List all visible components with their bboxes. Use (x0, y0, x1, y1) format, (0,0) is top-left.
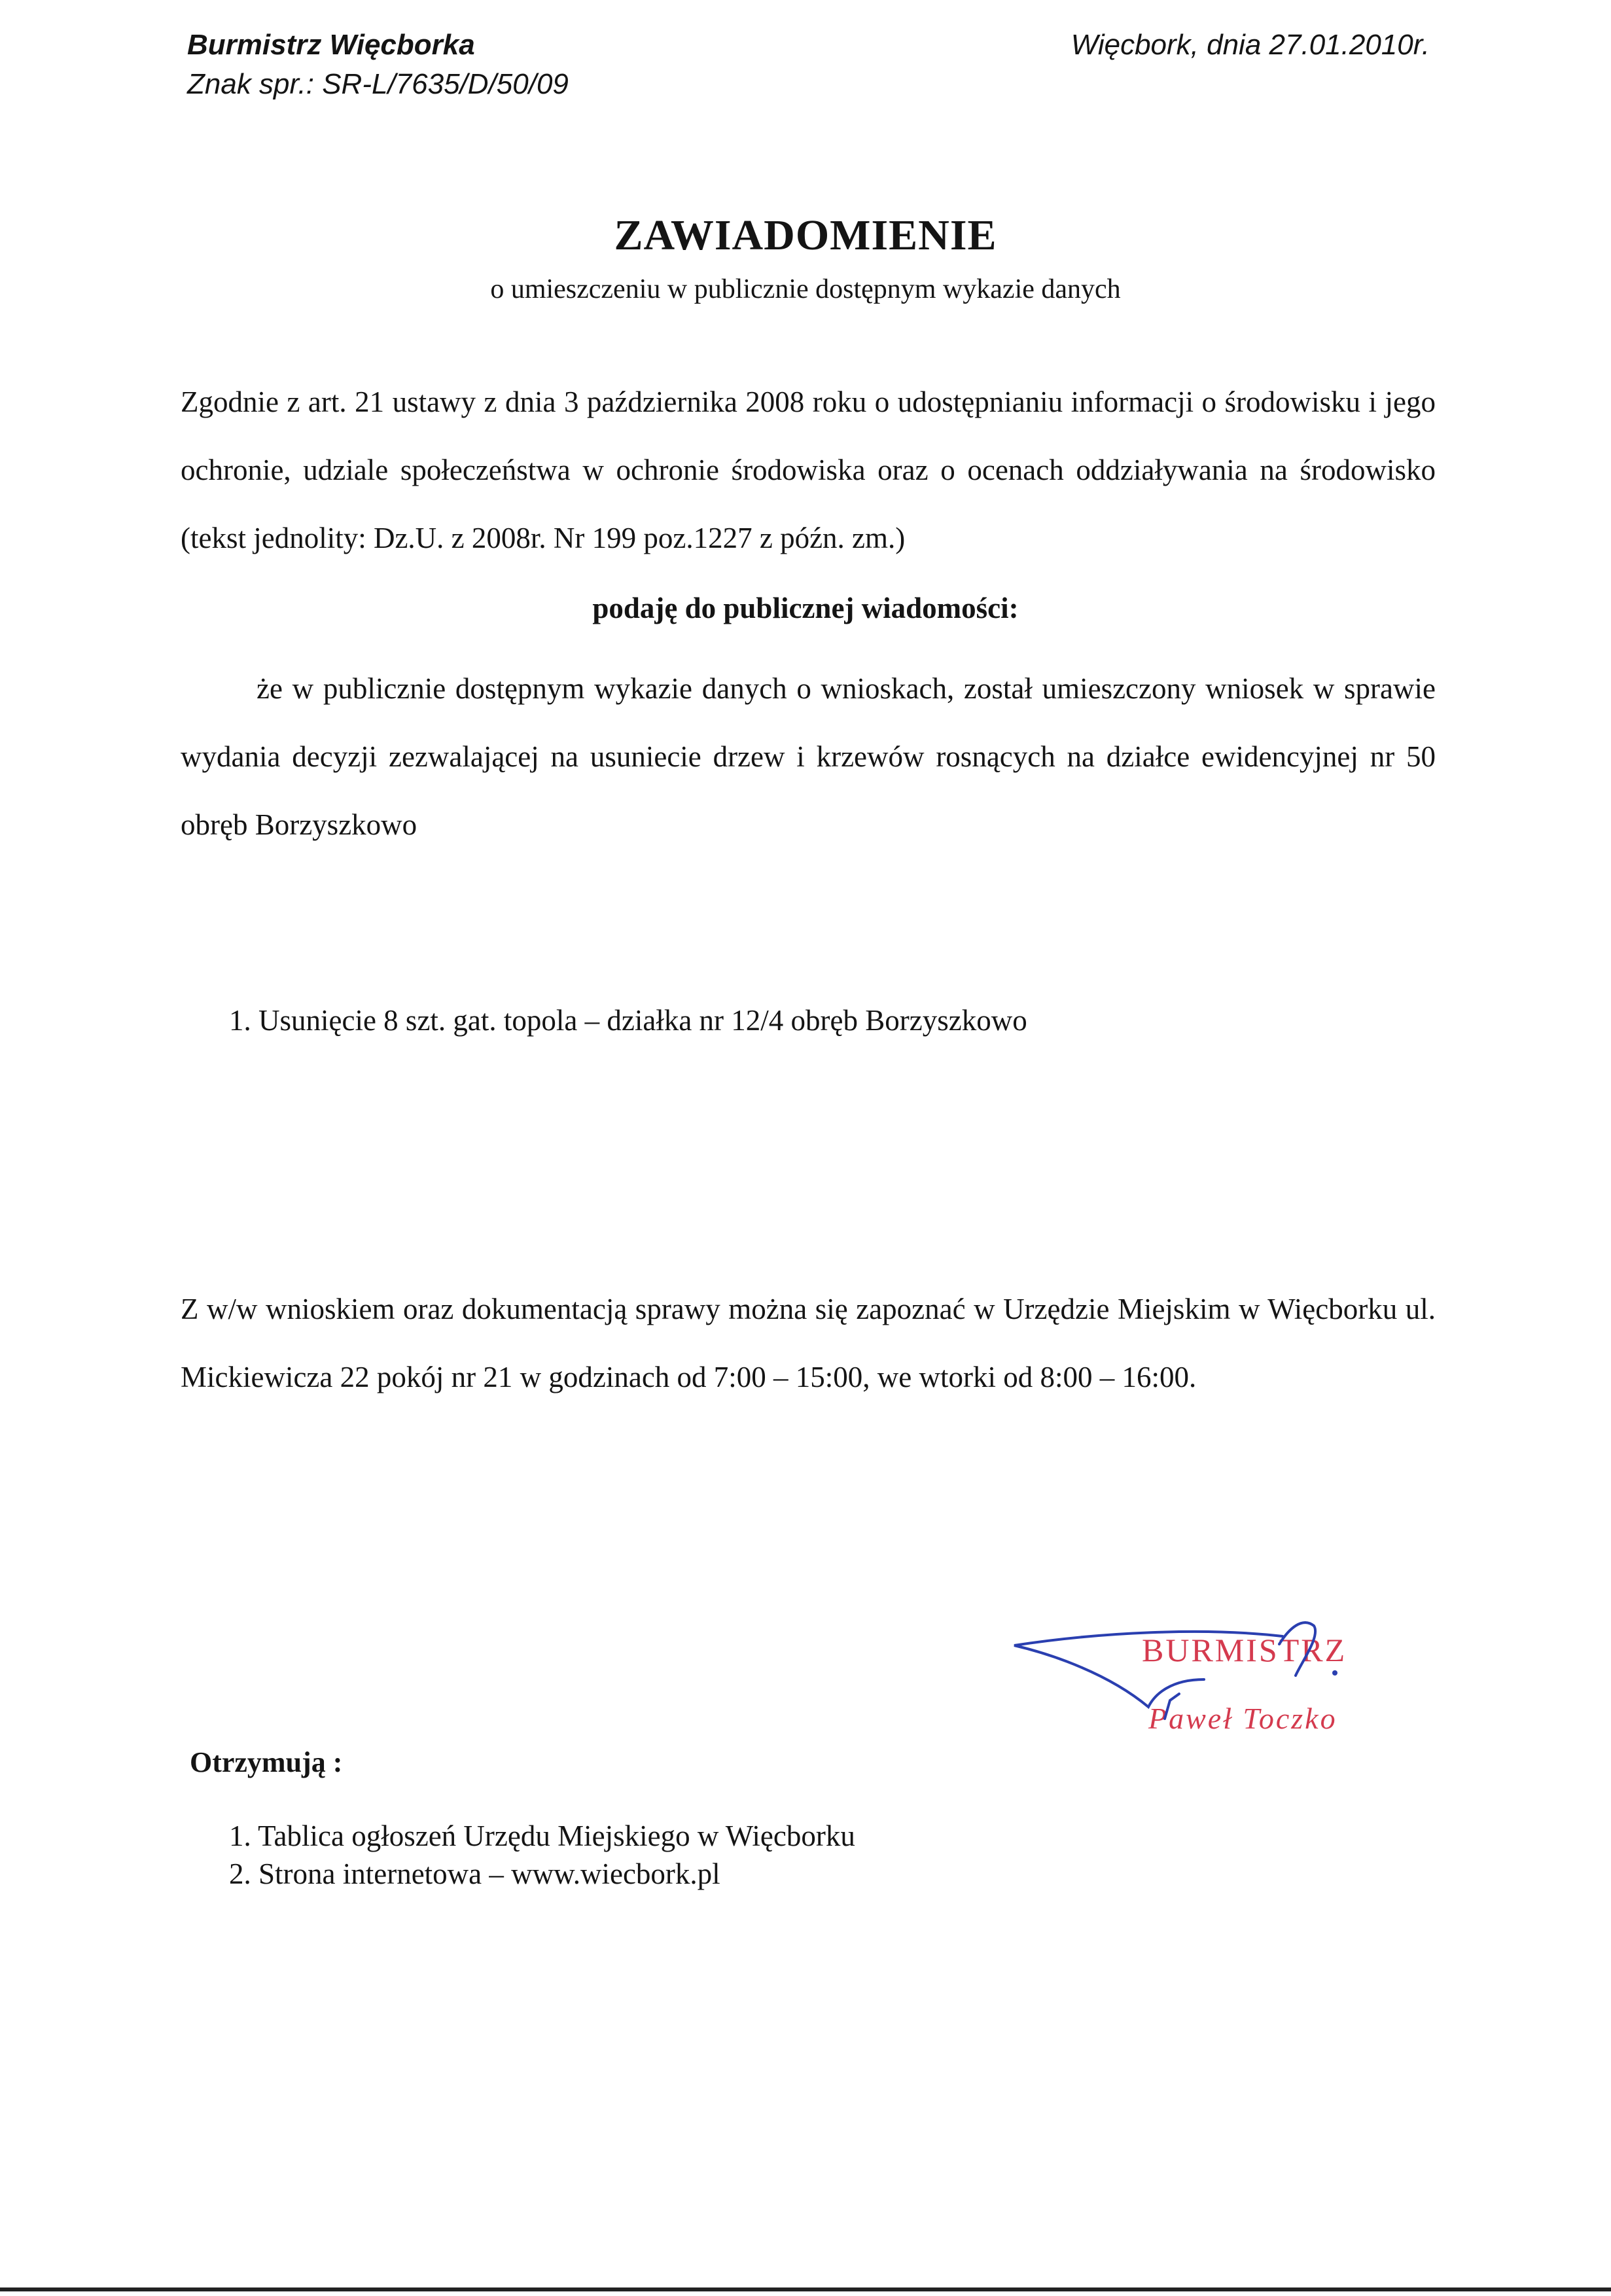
document-subtitle: o umieszczeniu w publicznie dostępnym wykazie danych (490, 274, 1121, 304)
application-paragraph: że w publicznie dostępnym wykazie danych o wnioskach, został umieszczony wniosek w sprawie wydania decyzji zezwalającej na usuniecie drzew i krzewów rosnących na działce ewidencyjnej nr 50 obręb Borzyszkowo (181, 672, 1436, 841)
request-list (229, 1003, 1027, 1037)
mayor-stamp-signature (1008, 1602, 1453, 1746)
legal-basis-paragraph: Zgodnie z art. 21 ustawy z dnia 3 października 2008 roku o udostępnianiu informacji o środowisku i jego ochronie, udziale społeczeństwa w ochronie środowiska oraz o ocenach oddziaływania na środowisko (tekst jednolity: Dz.U. z 2008r. Nr 199 poz.1227 z późn. zm.) (181, 386, 1436, 554)
list-item: 1. Usunięcie 8 szt. gat. topola – działka nr 12/4 obręb Borzyszkowo (229, 1004, 1027, 1037)
stamp-title: BURMISTRZ (1142, 1632, 1347, 1668)
recipients-heading: Otrzymują : (190, 1746, 343, 1778)
document-title: ZAWIADOMIENIE (614, 211, 997, 259)
place-and-date: Więcbork, dnia 27.01.2010r. (1071, 29, 1430, 61)
inspection-info-paragraph: Z w/w wnioskiem oraz dokumentacją sprawy można się zapoznać w Urzędzie Miejskim w Więcborku ul. Mickiewicza 22 pokój nr 21 w godzinach od 7:00 – 15:00, we wtorki od 8:00 – 16:00. (181, 1293, 1436, 1393)
announcement-heading: podaję do publicznej wiadomości: (592, 592, 1019, 624)
stamp-name: Paweł Toczko (1148, 1702, 1337, 1735)
signature-dot (1332, 1670, 1337, 1676)
scan-edge-line (0, 2287, 1611, 2291)
list-item: 2. Strona internetowa – www.wiecbork.pl (229, 1857, 720, 1890)
list-item: 1. Tablica ogłoszeń Urzędu Miejskiego w Więcborku (229, 1820, 855, 1852)
recipients-list (229, 1817, 855, 1893)
reference-number: Znak spr.: SR-L/7635/D/50/09 (187, 68, 569, 100)
issuing-authority: Burmistrz Więcborka (187, 29, 475, 61)
